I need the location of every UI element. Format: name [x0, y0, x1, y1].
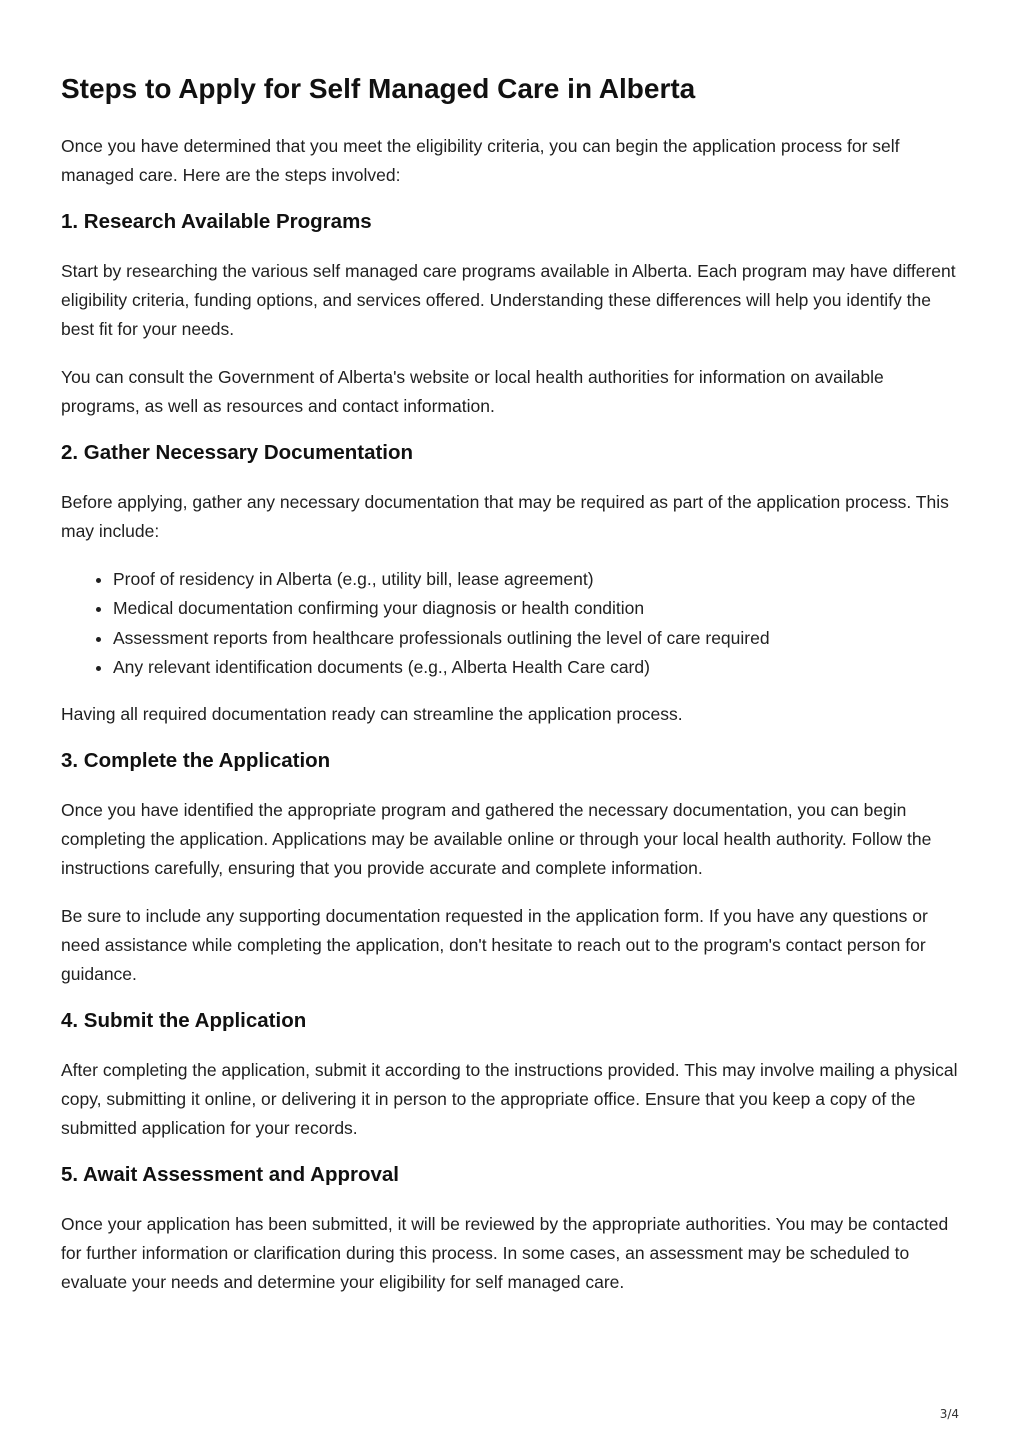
- list-item: • Assessment reports from healthcare professionals outlining the level of care required: [113, 624, 966, 653]
- section-heading: 1. Research Available Programs: [61, 210, 372, 233]
- section-heading: 5. Await Assessment and Approval: [61, 1163, 399, 1187]
- section-paragraph: Be sure to include any supporting documentation requested in the application form. If you have any questions or need assistance while completing the application, don't hesitate to reach out to the program's contact person for guidance.: [61, 906, 928, 985]
- section-paragraph: Start by researching the various self managed care programs available in Alberta. Each program may have different eligibility criteria, funding options, and services offered. Understanding these differences will help you identify the best fit for your needs.: [61, 261, 956, 339]
- list-item: • Medical documentation confirming your diagnosis or health condition: [113, 594, 966, 623]
- section-paragraph: Having all required documentation ready can streamline the application process.: [61, 704, 683, 725]
- section-await-assessment: [61, 1162, 966, 1297]
- document-page: [61, 72, 966, 1316]
- intro-paragraph: Once you have determined that you meet the eligibility criteria, you can begin the application process for self managed care. Here are the steps involved:: [61, 136, 900, 185]
- page-number: 3/4: [939, 1407, 959, 1421]
- section-submit-application: [61, 1008, 966, 1143]
- section-heading: 4. Submit the Application: [61, 1009, 307, 1033]
- list-item: • Any relevant identification documents (e.g., Alberta Health Care card): [113, 653, 966, 682]
- section-paragraph: Before applying, gather any necessary documentation that may be required as part of the application process. This may include:: [61, 492, 949, 541]
- section-heading: 2. Gather Necessary Documentation: [61, 441, 414, 464]
- page-title: Steps to Apply for Self Managed Care in Alberta: [61, 73, 696, 104]
- section-gather-documentation: [61, 440, 966, 729]
- list-item: • Proof of residency in Alberta (e.g., utility bill, lease agreement): [113, 565, 966, 594]
- section-paragraph: You can consult the Government of Alberta's website or local health authorities for information on available programs, as well as resources and contact information.: [61, 367, 884, 416]
- section-paragraph: After completing the application, submit it according to the instructions provided. This may involve mailing a physical copy, submitting it online, or delivering it in person to the appropriate office. Ensure that you keep a copy of the submitted application for your records.: [61, 1060, 958, 1139]
- documentation-list: [61, 565, 966, 682]
- section-paragraph: Once your application has been submitted, it will be reviewed by the appropriate authorities. You may be contacted for further information or clarification during this process. In some cases, an assessment may be scheduled to evaluate your needs and determine your eligibility for self managed care.: [61, 1214, 949, 1293]
- section-complete-application: [61, 748, 966, 989]
- section-research-programs: [61, 209, 966, 421]
- section-heading: 3. Complete the Application: [61, 749, 331, 773]
- section-paragraph: Once you have identified the appropriate program and gathered the necessary documentation, you can begin completing the application. Applications may be available online or through your local health authority. Follow the instructions carefully, ensuring that you provide accurate and complete information.: [61, 800, 932, 879]
